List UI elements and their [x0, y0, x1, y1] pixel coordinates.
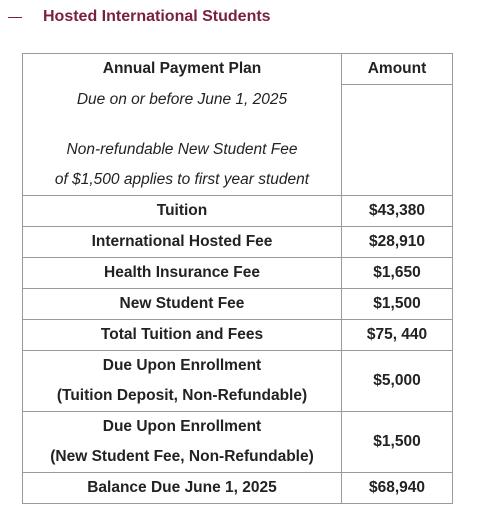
- section-header[interactable]: [0, 5, 271, 29]
- row-amount-total: $75, 440: [342, 319, 453, 350]
- table-row: [23, 472, 453, 503]
- row-label-deposit-sub: (Tuition Deposit, Non-Refundable): [56, 386, 308, 404]
- amount-header: Amount: [342, 54, 453, 85]
- row-label-total: Total Tuition and Fees: [23, 319, 342, 350]
- table-row: [23, 350, 453, 411]
- collapse-dash-icon[interactable]: [8, 17, 22, 18]
- table-row: [23, 195, 453, 226]
- due-date-note: Due on or before June 1, 2025: [76, 90, 288, 108]
- row-amount-new-student-fee: $1,500: [342, 288, 453, 319]
- table-row: [23, 257, 453, 288]
- plan-header-cell: [23, 54, 342, 85]
- row-label-international-hosted-fee: International Hosted Fee: [23, 226, 342, 257]
- row-label-new-student-fee: New Student Fee: [23, 288, 342, 319]
- plan-header: Annual Payment Plan: [102, 60, 262, 77]
- plan-notes-row: [23, 85, 453, 196]
- row-label-balance-due: Balance Due June 1, 2025: [23, 472, 342, 503]
- fee-note-line-2: of $1,500 applies to first year student: [54, 170, 310, 188]
- row-label-deposit: [23, 350, 342, 411]
- section-title: Hosted International Students: [43, 8, 271, 25]
- row-label-deposit-title: Due Upon Enrollment: [102, 356, 262, 374]
- fee-note-line-1: Non-refundable New Student Fee: [66, 140, 298, 158]
- plan-notes-cell: [23, 85, 342, 196]
- row-amount-tuition: $43,380: [342, 195, 453, 226]
- row-amount-health-insurance-fee: $1,650: [342, 257, 453, 288]
- table-header-row: [23, 54, 453, 85]
- table-row: [23, 288, 453, 319]
- table-row: [23, 226, 453, 257]
- row-amount-balance-due: $68,940: [342, 472, 453, 503]
- row-amount-deposit: $5,000: [342, 350, 453, 411]
- row-label-health-insurance-fee: Health Insurance Fee: [23, 257, 342, 288]
- table-row: [23, 319, 453, 350]
- row-amount-international-hosted-fee: $28,910: [342, 226, 453, 257]
- row-amount-new-student-deposit: $1,500: [342, 411, 453, 472]
- row-label-new-student-deposit: [23, 411, 342, 472]
- table-row: [23, 411, 453, 472]
- row-label-new-student-deposit-sub: (New Student Fee, Non-Refundable): [50, 447, 314, 465]
- payment-plan-table: [22, 53, 453, 504]
- row-label-tuition: Tuition: [23, 195, 342, 226]
- plan-notes-amount-cell: [342, 85, 453, 196]
- row-label-new-student-deposit-title: Due Upon Enrollment: [102, 417, 262, 435]
